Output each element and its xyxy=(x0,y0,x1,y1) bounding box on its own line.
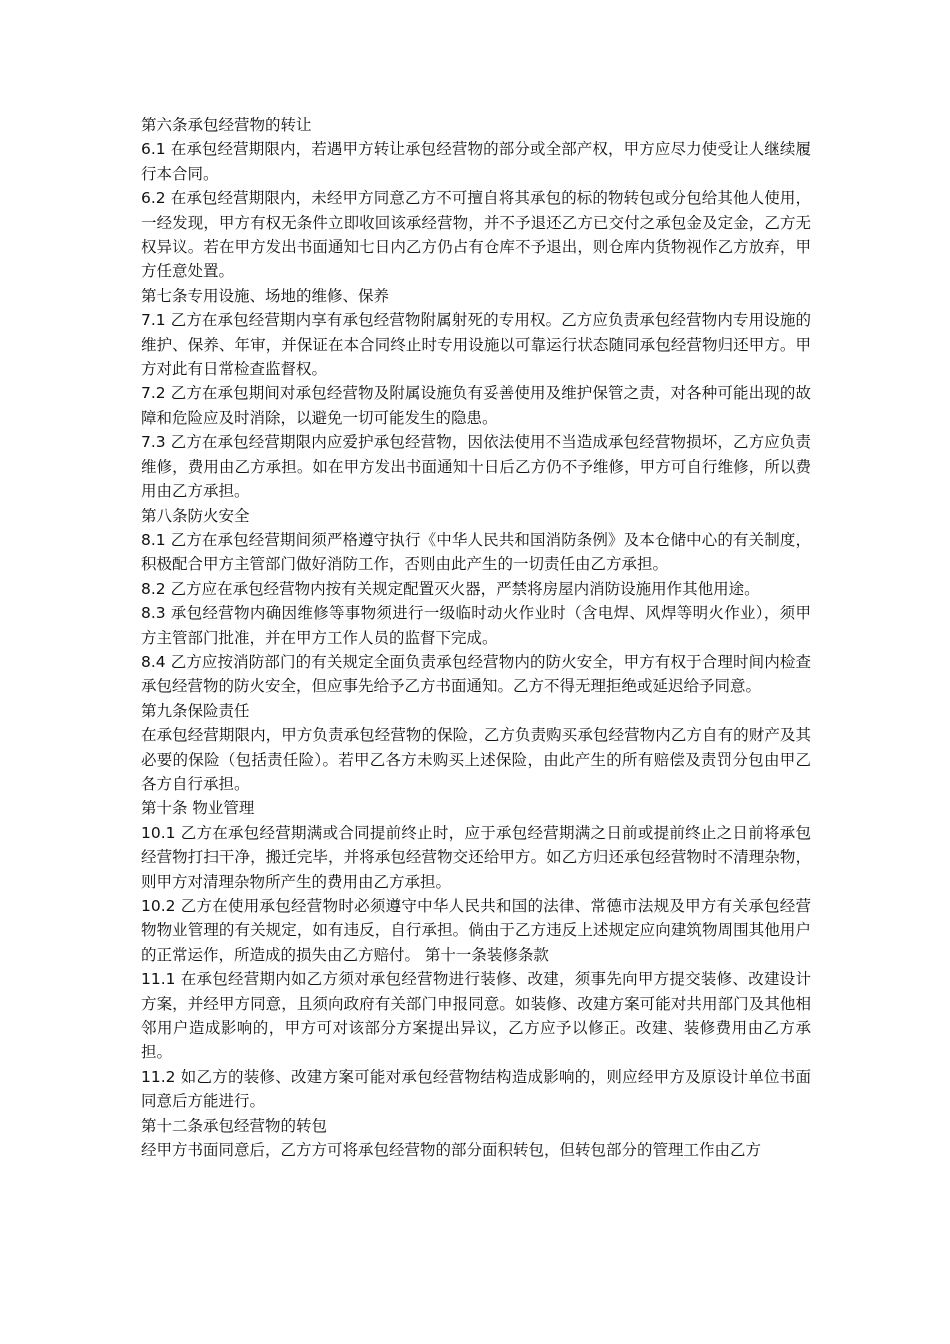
heading-article-7: 第七条专用设施、场地的维修、保养 xyxy=(141,286,390,305)
heading-article-9: 第九条保险责任 xyxy=(141,701,250,720)
clause-8-1: 8.1 乙方在承包经营期间须严格遵守执行《中华人民共和国消防条例》及本仓储中心的有关制度，积极配合甲方主管部门做好消防工作，否则由此产生的一切责任由乙方承担。 xyxy=(141,530,811,574)
clause-8-4: 8.4 乙方应按消防部门的有关规定全面负责承包经营物内的防火安全，甲方有权于合理时间内检查承包经营物的防火安全，但应事先给予乙方书面通知。乙方不得无理拒绝或延迟给予同意。 xyxy=(141,652,811,696)
clause-11-2: 11.2 如乙方的装修、改建方案可能对承包经营物结构造成影响的，则应经甲方及原设计单位书面同意后方能进行。 xyxy=(141,1067,811,1111)
clause-12-body: 经甲方书面同意后，乙方方可将承包经营物的部分面积转包，但转包部分的管理工作由乙方 xyxy=(141,1141,762,1160)
clause-8-2: 8.2 乙方应在承包经营物内按有关规定配置灭火器，严禁将房屋内消防设施用作其他用途。 xyxy=(141,579,760,598)
contract-body xyxy=(141,113,811,1162)
clause-6-2: 6.2 在承包经营期限内，未经甲方同意乙方不可擅自将其承包的标的物转包或分包给其他人使用，一经发现，甲方有权无条件立即收回该承经营物，并不予退还乙方已交付之承包金及定金，乙方无权异议。若在甲方发出书面通知七日内乙方仍占有仓库不予退出，则仓库内货物视作乙方放弃，甲方任意处置。 xyxy=(141,189,811,281)
clause-9-body: 在承包经营期限内，甲方负责承包经营物的保险，乙方负责购买承包经营物内乙方自有的财产及其必要的保险（包括责任险）。若甲乙各方未购买上述保险，由此产生的所有赔偿及责罚分包由甲乙各方自行承担。 xyxy=(141,726,811,793)
clause-7-1: 7.1 乙方在承包经营期内享有承包经营物附属射死的专用权。乙方应负责承包经营物内专用设施的维护、保养、年审，并保证在本合同终止时专用设施以可靠运行状态随同承包经营物归还甲方。甲方对此有日常检查监督权。 xyxy=(141,311,811,379)
clause-7-2: 7.2 乙方在承包期间对承包经营物及附属设施负有妥善使用及维护保管之责，对各种可能出现的故障和危险应及时消除，以避免一切可能发生的隐患。 xyxy=(141,384,811,427)
clause-11-1: 11.1 在承包经营期内如乙方须对承包经营物进行装修、改建，须事先向甲方提交装修、改建设计方案，并经甲方同意，且须向政府有关部门申报同意。如装修、改建方案可能对共用部门及其他相邻用户造成影响的，甲方可对该部分方案提出异议，乙方应予以修正。改建、装修费用由乙方承担。 xyxy=(141,970,811,1062)
clause-6-1: 6.1 在承包经营期限内，若遇甲方转让承包经营物的部分或全部产权，甲方应尽力使受让人继续履行本合同。 xyxy=(141,140,811,183)
heading-article-12: 第十二条承包经营物的转包 xyxy=(141,1116,328,1135)
clause-8-3: 8.3 承包经营物内确因维修等事物须进行一级临时动火作业时（含电焊、风焊等明火作业），须甲方主管部门批准，并在甲方工作人员的监督下完成。 xyxy=(141,604,811,647)
heading-article-8: 第八条防火安全 xyxy=(141,506,250,525)
clause-10-2: 10.2 乙方在使用承包经营物时必须遵守中华人民共和国的法律、常德市法规及甲方有关承包经营物物业管理的有关规定，如有违反，自行承担。倘由于乙方违反上述规定应向建筑物周围其他用户的正常运作，所造成的损失由乙方赔付。 第十一条装修条款 xyxy=(141,897,811,964)
clause-10-1: 10.1 乙方在承包经营期满或合同提前终止时，应于承包经营期满之日前或提前终止之日前将承包经营物打扫干净，搬迁完毕，并将承包经营物交还给甲方。如乙方归还承包经营物时不清理杂物，则甲方对清理杂物所产生的费用由乙方承担。 xyxy=(141,823,811,891)
heading-article-6: 第六条承包经营物的转让 xyxy=(141,116,312,134)
clause-7-3: 7.3 乙方在承包经营期限内应爱护承包经营物，因依法使用不当造成承包经营物损坏，乙方应负责维修，费用由乙方承担。如在甲方发出书面通知十日后乙方仍不予维修，甲方可自行维修，所以费用由乙方承担。 xyxy=(141,433,811,501)
heading-article-10: 第十条 物业管理 xyxy=(141,799,255,818)
